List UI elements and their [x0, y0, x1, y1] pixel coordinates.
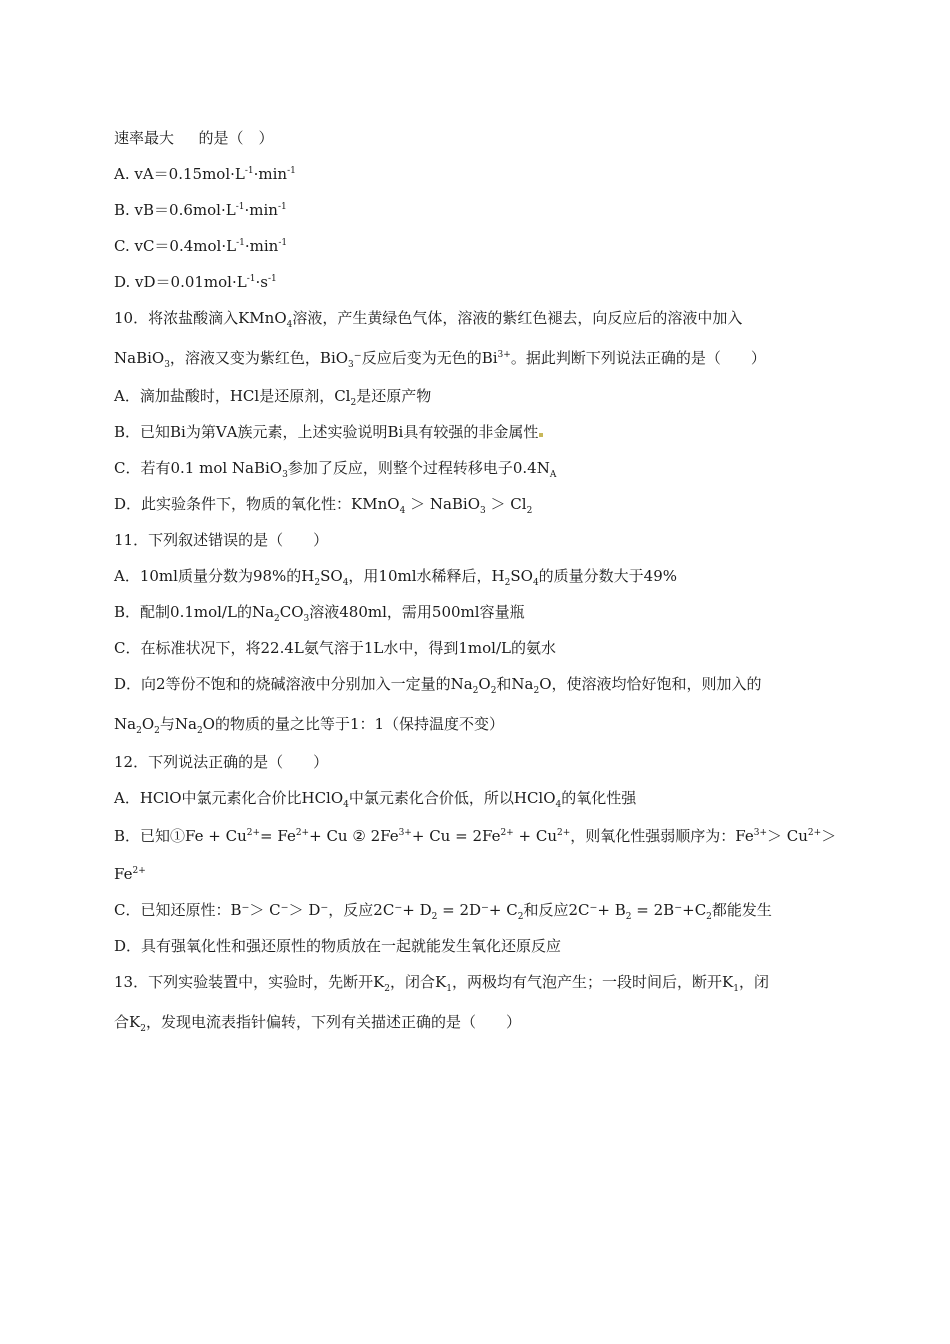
text-run: + Cu [513, 827, 557, 845]
subscript: 2 [533, 686, 540, 696]
subscript: 2 [350, 398, 357, 408]
subscript: 2 [314, 578, 321, 588]
text-run: 都能发生 [711, 901, 772, 919]
text-run: ⁻反应后变为无色的Bi [353, 349, 498, 367]
text-run: = 2B⁻+C [631, 901, 707, 919]
subscript: 1 [446, 984, 452, 994]
text-run: ＞ NaBiO [405, 495, 481, 513]
subscript: 4 [342, 578, 349, 588]
superscript: 2+ [556, 828, 571, 838]
superscript: -1 [278, 238, 288, 248]
text-run: ，溶液又变为紫红色，BiO [169, 349, 349, 367]
text-line [114, 864, 146, 884]
text-run: 和Na [496, 675, 534, 693]
text-run: 10．将浓盐酸滴入KMnO [114, 309, 287, 327]
text-line [114, 458, 556, 478]
text-run: ，闭 [738, 973, 769, 991]
text-line [114, 422, 543, 442]
text-run: 12．下列说法正确的是（ ） [114, 753, 329, 771]
text-run: SO [510, 567, 533, 585]
text-line [114, 348, 766, 368]
text-line [114, 566, 677, 586]
superscript: 3+ [497, 350, 511, 360]
text-run: D. vD＝0.01mol·L [114, 273, 247, 291]
subscript: 4 [532, 578, 539, 588]
text-line [114, 900, 772, 920]
text-run: D．向2等份不饱和的烧碱溶液中分别加入一定量的Na [114, 675, 473, 693]
text-run: + Cu ② 2Fe [309, 827, 399, 845]
text-line [114, 308, 742, 328]
superscript: -1 [246, 274, 256, 284]
text-line [114, 602, 525, 622]
superscript: 2+ [132, 866, 146, 876]
text-run: 溶液，产生黄绿色气体，溶液的紫红色褪去，向反应后的溶液中加入 [292, 309, 743, 327]
superscript: 3+ [398, 828, 412, 838]
text-run: 的氧化性强 [561, 789, 637, 807]
superscript: 2+ [246, 828, 261, 838]
text-run: ＞ Cu [767, 827, 808, 845]
text-run: NaBiO [114, 349, 165, 367]
text-line [114, 128, 274, 148]
text-run: + Cu = 2Fe [411, 827, 501, 845]
highlight-mark [539, 433, 543, 437]
text-line [114, 936, 561, 956]
subscript: 2 [472, 686, 479, 696]
superscript: -1 [235, 202, 245, 212]
text-line [114, 494, 532, 514]
text-line [114, 788, 636, 808]
text-run: CO [279, 603, 304, 621]
text-run: ·s [255, 273, 268, 291]
superscript: 3+ [753, 828, 768, 838]
text-run: ·min [253, 165, 288, 183]
text-run: A．10ml质量分数为98%的H [114, 567, 315, 585]
superscript: 2+ [295, 828, 310, 838]
text-run: C．在标准状况下，将22.4L氨气溶于1L水中，得到1mol/L的氨水 [114, 639, 556, 657]
text-run: A. vA＝0.15mol·L [114, 165, 245, 183]
subscript: 4 [555, 800, 562, 810]
text-run: 参加了反应，则整个过程转移电子0.4N [287, 459, 550, 477]
text-run: A．滴加盐酸时，HCl是还原剂，Cl [114, 387, 351, 405]
text-run: 溶液480ml，需用500ml容量瓶 [309, 603, 525, 621]
text-run: O，使溶液均恰好饱和，则加入的 [539, 675, 762, 693]
text-run: 的质量分数大于49% [538, 567, 678, 585]
text-run: Fe [114, 865, 133, 883]
text-run: ，则氧化性强弱顺序为：Fe [570, 827, 754, 845]
text-run: B. vB＝0.6mol·L [114, 201, 236, 219]
text-run: ，用10ml水稀释后，H [348, 567, 505, 585]
superscript: 2+ [500, 828, 514, 838]
subscript: 3 [282, 470, 288, 480]
text-run: ，两极均有气泡产生；一段时间后，断开K [451, 973, 734, 991]
text-run: C．若有0.1 mol NaBiO [114, 459, 283, 477]
text-run: 。据此判断下列说法正确的是（ ） [510, 349, 766, 367]
text-run: B．已知①Fe + Cu [114, 827, 247, 845]
text-run: ，闭合K [390, 973, 447, 991]
subscript: 2 [431, 912, 438, 922]
text-run: O [141, 715, 155, 733]
subscript: A [549, 470, 557, 480]
text-line [114, 752, 328, 772]
subscript: 2 [140, 1024, 146, 1034]
text-line [114, 972, 769, 992]
subscript: 4 [343, 800, 349, 810]
text-line [114, 1012, 521, 1032]
text-run: 和反应2C⁻+ B [523, 901, 626, 919]
text-line [114, 272, 277, 292]
text-line [114, 674, 762, 694]
subscript: 2 [490, 686, 497, 696]
superscript: -1 [277, 202, 287, 212]
subscript: 2 [706, 912, 712, 922]
subscript: 2 [196, 726, 203, 736]
text-run: 合K [114, 1013, 141, 1031]
superscript: -1 [267, 274, 277, 284]
text-line [114, 164, 296, 184]
text-line [114, 386, 431, 406]
text-run: ·min [244, 201, 278, 219]
subscript: 3 [480, 506, 486, 516]
subscript: 2 [136, 726, 142, 736]
text-run: D．具有强氧化性和强还原性的物质放在一起就能发生氧化还原反应 [114, 937, 562, 955]
text-run: D．此实验条件下，物质的氧化性：KMnO [114, 495, 400, 513]
text-line [114, 200, 287, 220]
text-run: = Fe [260, 827, 296, 845]
text-run: ·min [244, 237, 279, 255]
subscript: 1 [733, 984, 739, 994]
superscript: -1 [244, 166, 254, 176]
text-run: B．配制0.1mol/L的Na [114, 603, 275, 621]
subscript: 3 [348, 360, 354, 370]
text-run: 13．下列实验装置中，实验时，先断开K [114, 973, 385, 991]
text-run: O [478, 675, 491, 693]
subscript: 2 [625, 912, 632, 922]
subscript: 4 [399, 506, 406, 516]
subscript: 2 [154, 726, 160, 736]
text-run: = 2D⁻+ C [437, 901, 518, 919]
superscript: -1 [287, 166, 296, 176]
subscript: 3 [303, 614, 310, 624]
text-run: O的物质的量之比等于1：1（保持温度不变） [202, 715, 505, 733]
text-run: 与Na [159, 715, 197, 733]
text-run: A．HClO中氯元素化合价比HClO [114, 789, 344, 807]
text-run: ＞ Cl [485, 495, 527, 513]
text-run: SO [320, 567, 343, 585]
subscript: 2 [504, 578, 511, 588]
text-run: ，发现电流表指针偏转，下列有关描述正确的是（ ） [145, 1013, 521, 1031]
text-run: B．已知Bi为第ⅤA族元素，上述实验说明Bi具有较强的非金属性 [114, 423, 539, 441]
text-line [114, 236, 287, 256]
text-run: Na [114, 715, 137, 733]
text-run: ＞ [821, 827, 837, 845]
subscript: 3 [164, 360, 170, 370]
text-run: 是还原产物 [356, 387, 432, 405]
superscript: -1 [236, 238, 245, 248]
text-run: 速率最大 的是（ ） [114, 129, 274, 147]
subscript: 2 [384, 984, 391, 994]
subscript: 2 [526, 506, 533, 516]
superscript: 2+ [807, 828, 822, 838]
text-line [114, 714, 504, 734]
subscript: 4 [286, 320, 293, 330]
text-line [114, 530, 328, 550]
text-run: 11．下列叙述错误的是（ ） [114, 531, 329, 549]
text-run: 中氯元素化合价低，所以HClO [348, 789, 556, 807]
text-line [114, 826, 836, 846]
text-line [114, 638, 556, 658]
text-run: C. vC＝0.4mol·L [114, 237, 237, 255]
text-run: C．已知还原性：B⁻＞ C⁻＞ D⁻，反应2C⁻+ D [114, 901, 432, 919]
subscript: 2 [274, 614, 280, 624]
subscript: 2 [517, 912, 524, 922]
